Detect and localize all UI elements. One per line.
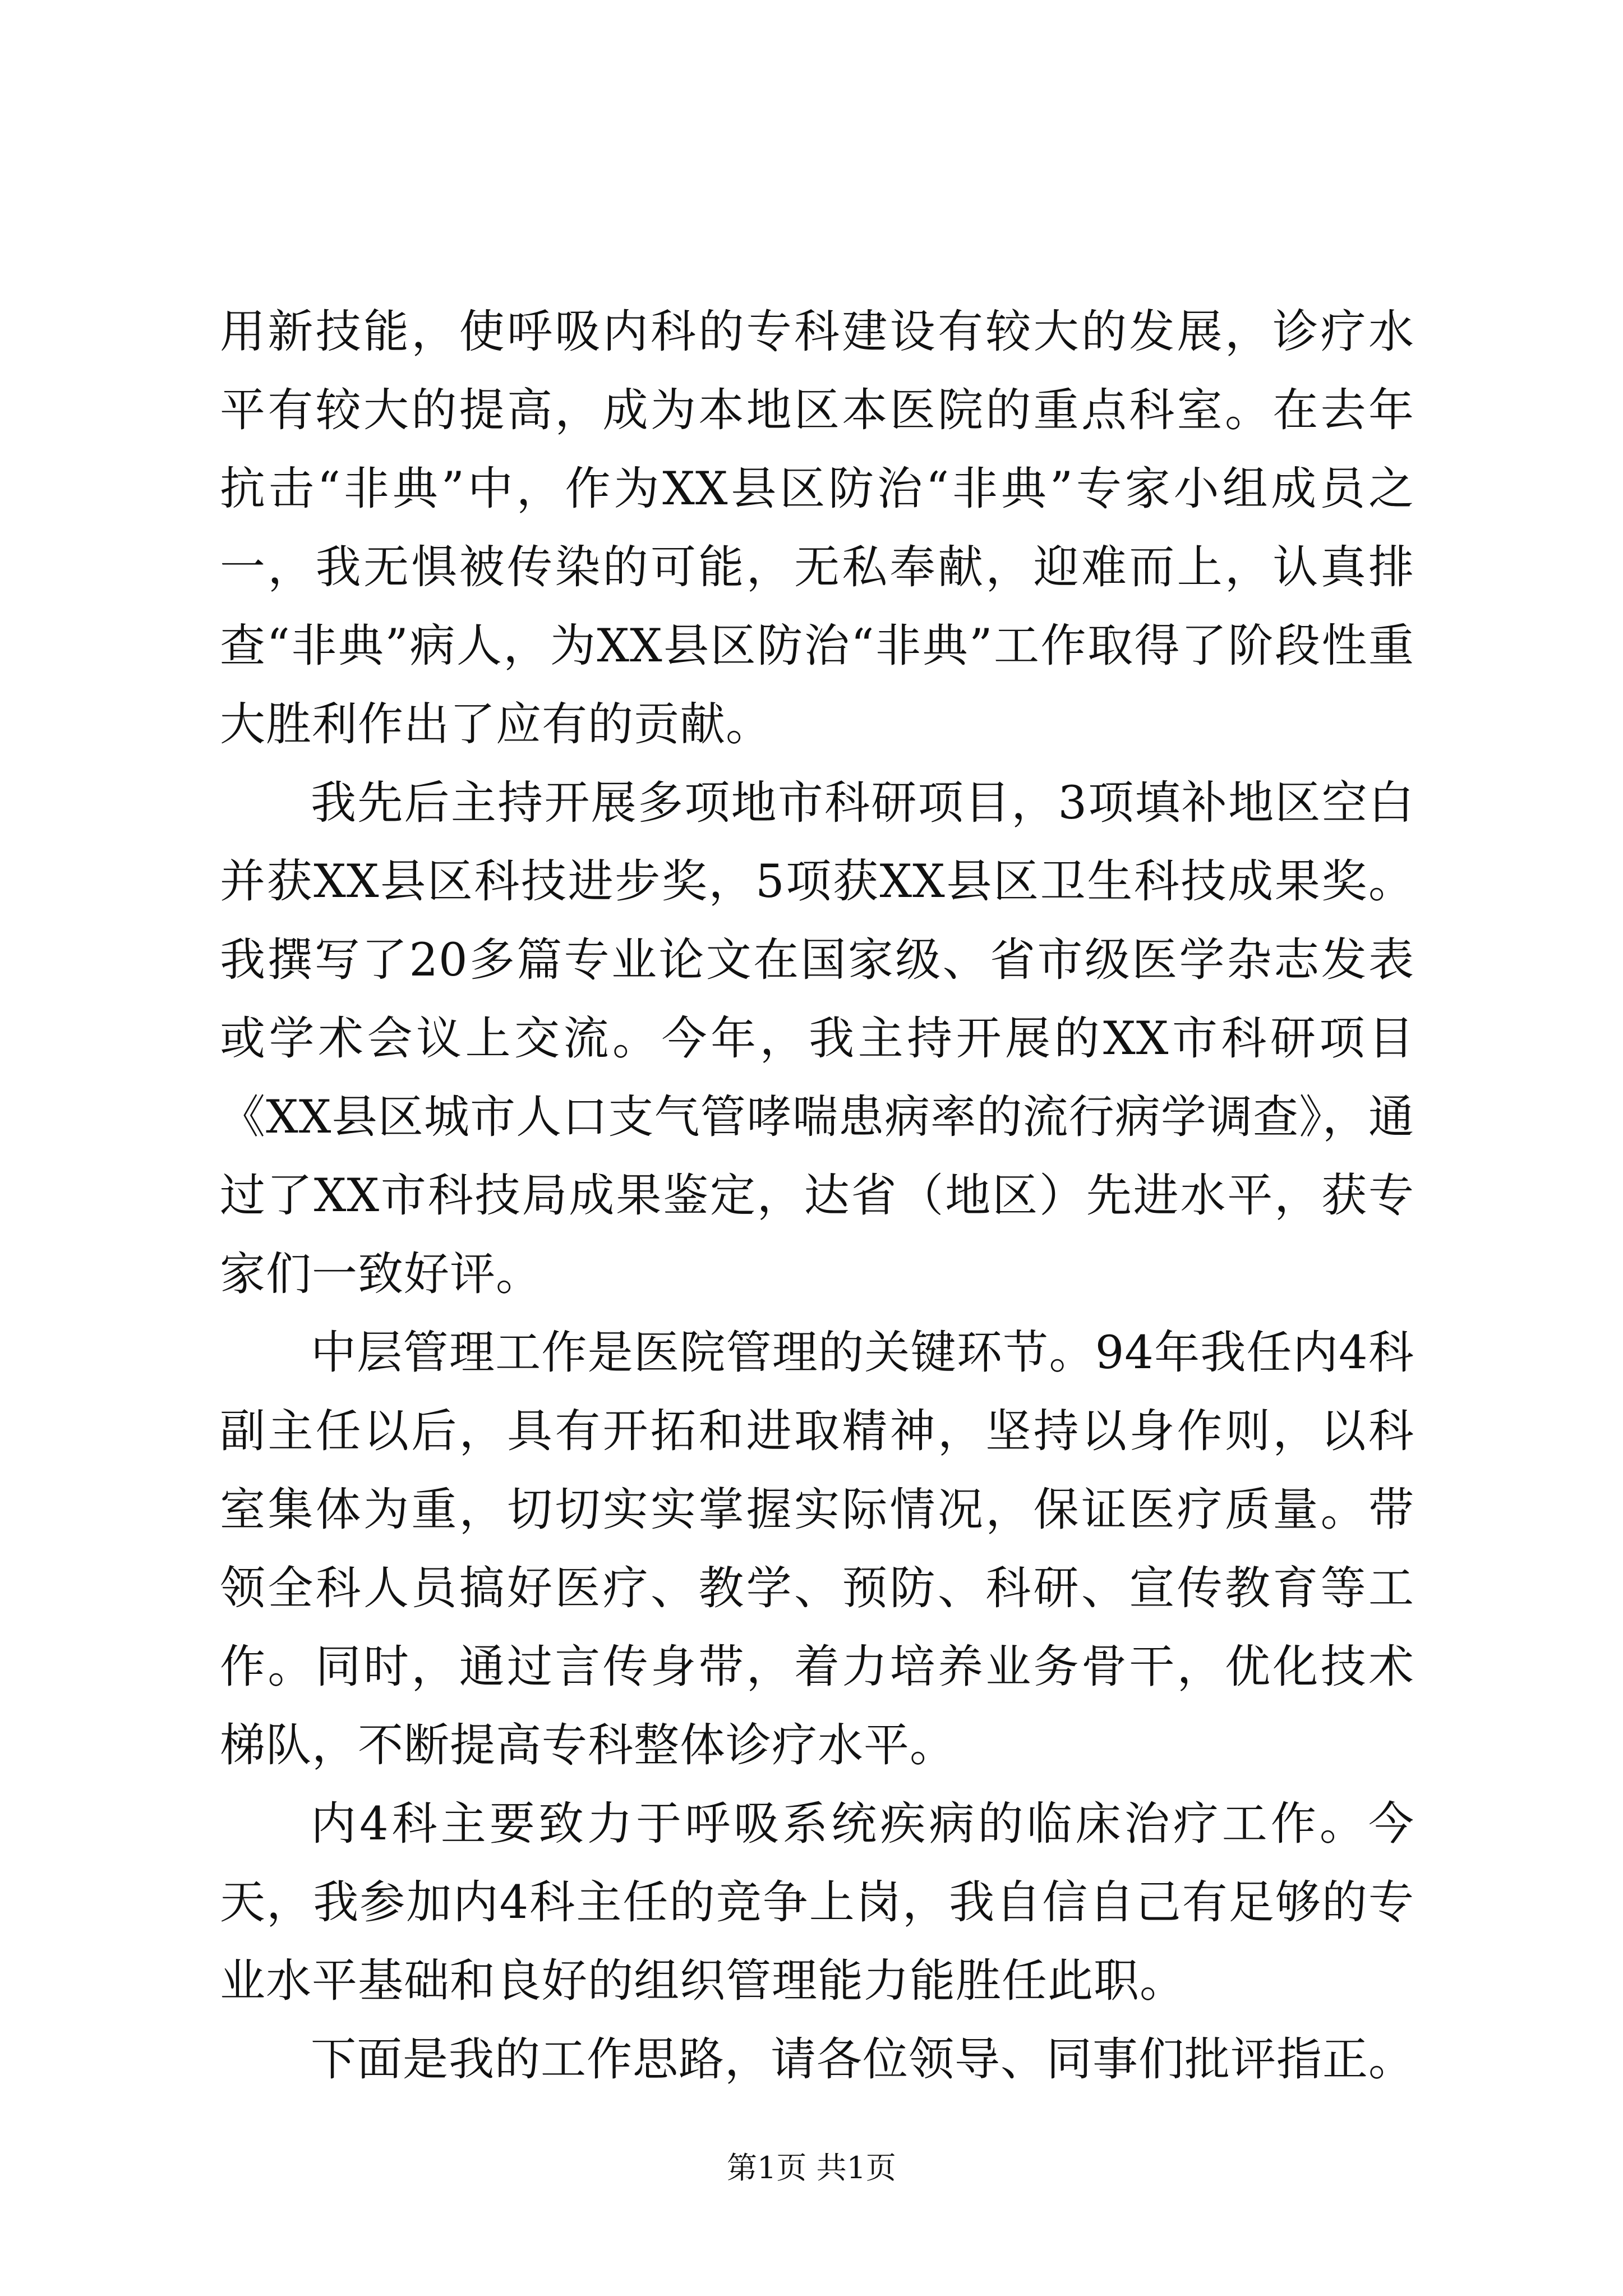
paragraph-3: 中层管理工作是医院管理的关键环节。94年我任内4科副主任以后，具有开拓和进取精神，坚持以身作则，以科室集体为重，切切实实掌握实际情况，保证医疗质量。带领全科人员搞好医疗、教学、预防、科研、宣传教育等工作。同时，通过言传身带，着力培养业务骨干，优化技术梯队，不断提高专科整体诊疗水平。 xyxy=(220,1327,1414,1772)
page-footer xyxy=(0,2148,1623,2188)
paragraph-5: 下面是我的工作思路，请各位领导、同事们批评指正。 xyxy=(311,2033,1415,2086)
page-number-label: 第1页 共1页 xyxy=(727,2150,896,2185)
paragraph-2: 我先后主持开展多项地市科研项目，3项填补地区空白并获XX县区科技进步奖，5项获XX县区卫生科技成果奖。我撰写了20多篇专业论文在国家级、省市级医学杂志发表或学术会议上交流。今年，我主持开展的XX市科研项目《XX县区城市人口支气管哮喘患病率的流行病学调查》，通过了XX市科技局成果鉴定，达省（地区）先进水平，获专家们一致好评。 xyxy=(220,777,1414,1301)
document-body xyxy=(220,293,1414,2099)
paragraph-4: 内4科主要致力于呼吸系统疾病的临床治疗工作。今天，我参加内4科主任的竞争上岗，我自信自己有足够的专业水平基础和良好的组织管理能力能胜任此职。 xyxy=(220,1798,1414,2008)
paragraph-1: 用新技能，使呼吸内科的专科建设有较大的发展，诊疗水平有较大的提高，成为本地区本医院的重点科室。在去年抗击“非典”中，作为XX县区防治“非典”专家小组成员之一，我无惧被传染的可能，无私奉献，迎难而上，认真排查“非典”病人，为XX县区防治“非典”工作取得了阶段性重大胜利作出了应有的贡献。 xyxy=(220,306,1414,751)
